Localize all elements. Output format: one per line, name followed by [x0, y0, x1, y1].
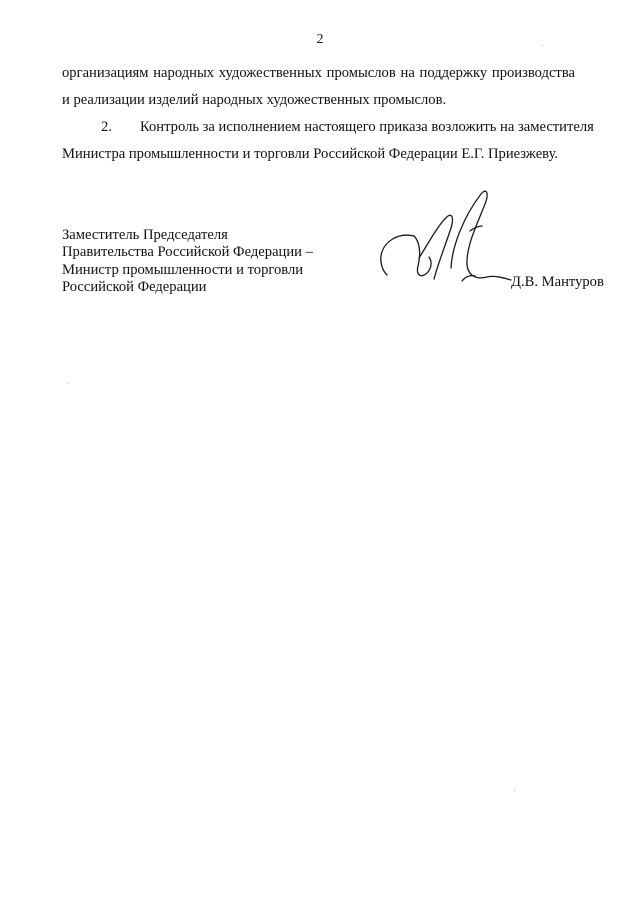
signer-position-line: Правительства Российской Федерации –: [62, 244, 313, 261]
page-number: 2: [316, 32, 324, 47]
scan-artifact: [68, 383, 69, 384]
signer-name: Д.В. Мантуров: [511, 274, 604, 290]
signature-stroke: [419, 215, 452, 279]
paragraph-line: организациям народных художественных промыслов на поддержку производства: [62, 65, 575, 81]
list-item-number: 2.: [101, 119, 112, 135]
signature-stroke: [381, 235, 414, 275]
list-item-text: Контроль за исполнением настоящего приказа возложить на заместителя: [140, 119, 594, 135]
paragraph-line: и реализации изделий народных художественных промыслов.: [62, 92, 447, 108]
signer-position-line: Российской Федерации: [62, 278, 207, 295]
scan-artifact: [514, 790, 515, 791]
signer-position: [62, 227, 313, 296]
handwritten-signature: [374, 176, 524, 296]
signer-position-line: Министр промышленности и торговли: [62, 261, 304, 278]
signature-stroke: [451, 191, 511, 280]
signature-stroke: [470, 226, 482, 231]
signer-position-line: Заместитель Председателя: [62, 227, 228, 243]
paragraph-line: Министра промышленности и торговли Российской Федерации Е.Г. Приезжеву.: [62, 146, 559, 162]
scan-artifact: [542, 45, 543, 46]
